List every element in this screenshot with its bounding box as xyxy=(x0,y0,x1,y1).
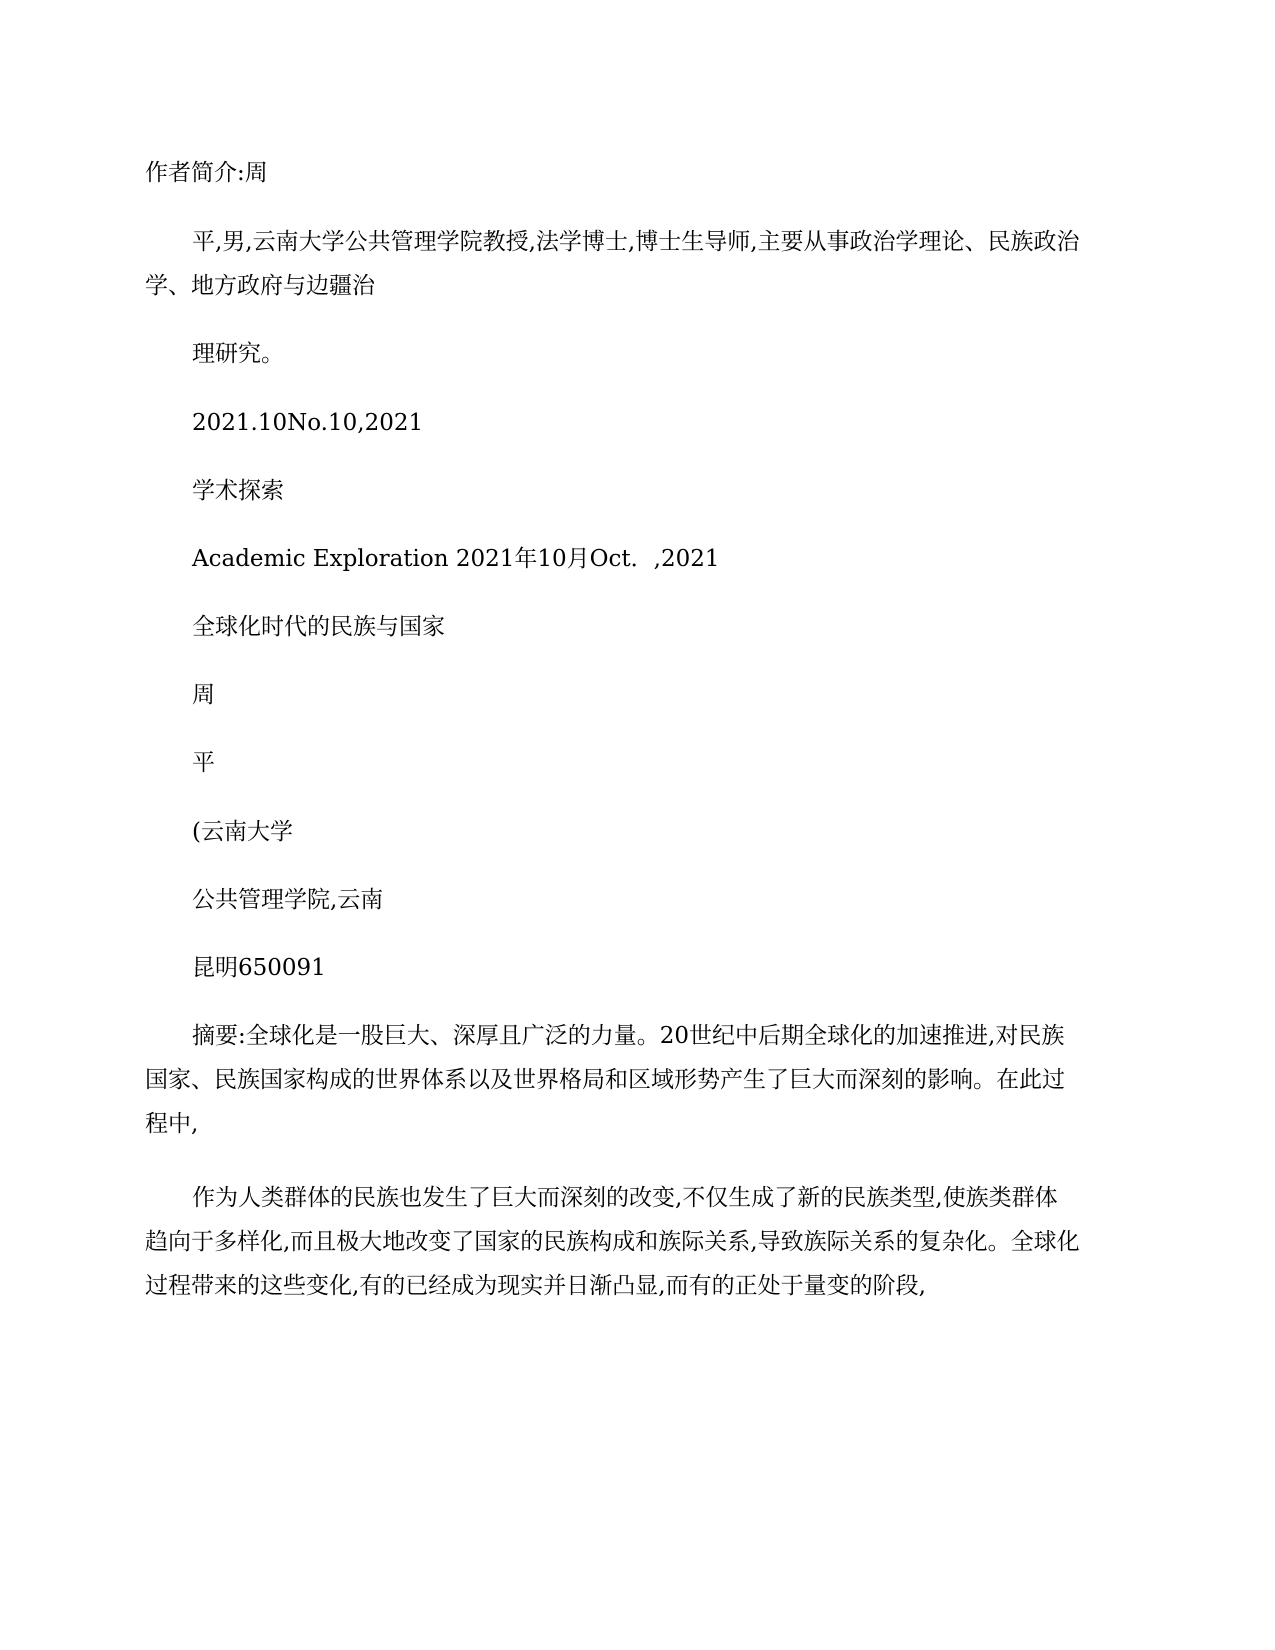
affiliation-line-3: 昆明650091 xyxy=(192,955,326,981)
author-name-part-1: 周 xyxy=(192,682,215,708)
article-title: 全球化时代的民族与国家 xyxy=(192,614,445,640)
author-intro-label: 作者简介:周 xyxy=(145,160,268,186)
abstract-paragraph-2: 作为人类群体的民族也发生了巨大而深刻的改变,不仅生成了新的民族类型,使族类群体趋向于多样化,而且极大地改变了国家的民族构成和族际关系,导致族际关系的复杂化。全球化过程带来的这些变化,有的已经成为现实并日渐凸显,而有的正处于量变的阶段, xyxy=(145,1185,1080,1299)
author-intro-body: 平,男,云南大学公共管理学院教授,法学博士,博士生导师,主要从事政治学理论、民族政治学、地方政府与边疆治 xyxy=(145,229,1080,299)
author-name-part-2: 平 xyxy=(192,750,215,776)
journal-name-cn: 学术探索 xyxy=(192,478,284,504)
affiliation-line-1: (云南大学 xyxy=(192,819,293,845)
journal-name-en-date: Academic Exploration 2021年10月Oct．,2021 xyxy=(192,546,720,572)
affiliation-line-2: 公共管理学院,云南 xyxy=(192,887,384,913)
author-intro-continuation: 理研究。 xyxy=(192,341,284,367)
abstract-paragraph-1: 摘要:全球化是一股巨大、深厚且广泛的力量。20世纪中后期全球化的加速推进,对民族国家、民族国家构成的世界体系以及世界格局和区域形势产生了巨大而深刻的影响。在此过程中, xyxy=(145,1023,1065,1137)
issue-line: 2021.10No.10,2021 xyxy=(192,410,424,436)
